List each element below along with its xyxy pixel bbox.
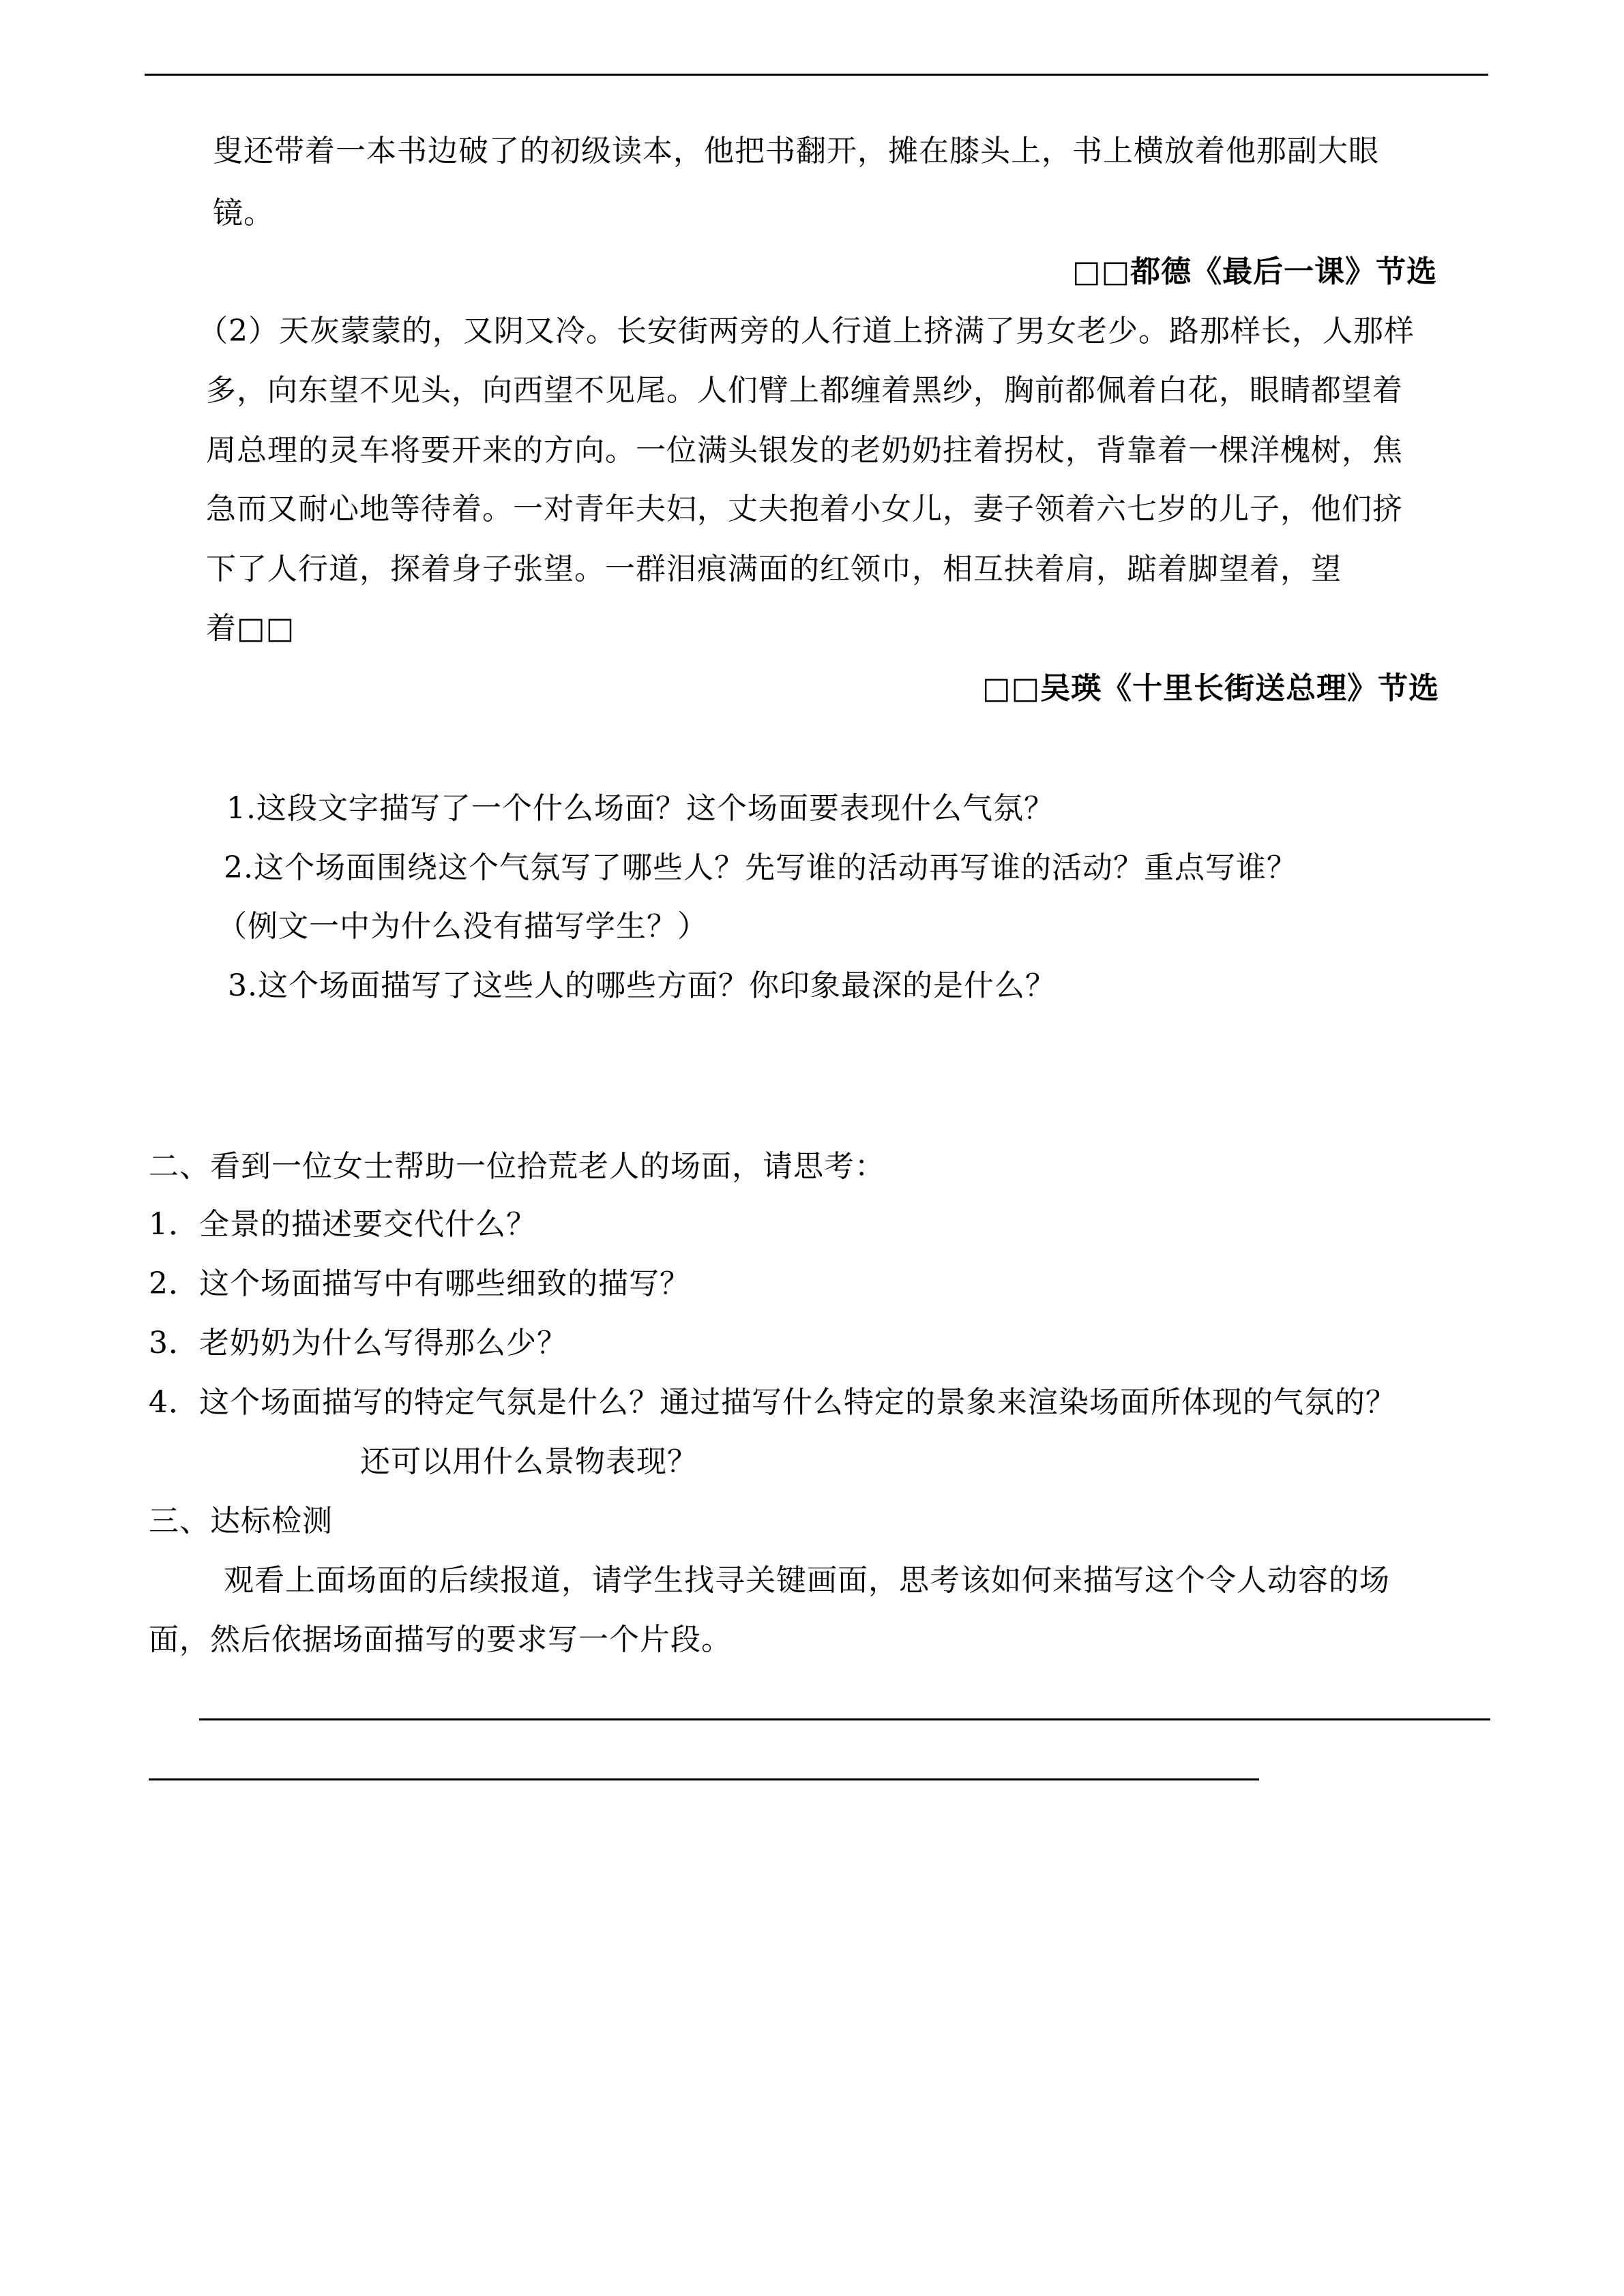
section3-line2: 面，然后依据场面描写的要求写一个片段。	[149, 1622, 732, 1657]
section2-question-1: 1．全景的描述要交代什么？	[149, 1207, 537, 1242]
question-1: 1.这段文字描写了一个什么场面？这个场面要表现什么气氛？	[226, 791, 1054, 826]
passage2-line4: 急而又耐心地等待着。一对青年夫妇，丈夫抱着小女儿，妻子领着六七岁的儿子，他们挤	[206, 492, 1403, 526]
passage2-line2: 多，向东望不见头，向西望不见尾。人们臂上都缠着黑纱，胸前都佩着白花，眼睛都望着	[206, 373, 1403, 408]
passage2-line6: 着□□	[206, 611, 295, 646]
section2-question-2: 2．这个场面描写中有哪些细致的描写？	[149, 1266, 690, 1301]
section2-question-4-continued: 还可以用什么景物表现？	[360, 1444, 698, 1479]
passage2-line5: 下了人行道，探着身子张望。一群泪痕满面的红领巾，相互扶着肩，踮着脚望着，望	[206, 552, 1342, 586]
answer-line-2	[149, 1778, 1259, 1780]
section3-line1: 观看上面场面的后续报道，请学生找寻关键画面，思考该如何来描写这个令人动容的场	[224, 1563, 1390, 1598]
section2-question-3: 3．老奶奶为什么写得那么少？	[149, 1326, 567, 1360]
passage1-attribution: □□都德《最后一课》节选	[1072, 254, 1438, 289]
passage2-attribution: □□吴瑛《十里长街送总理》节选	[982, 671, 1440, 706]
passage1-line2: 镜。	[213, 196, 274, 230]
section2-heading: 二、看到一位女士帮助一位拾荒老人的场面，请思考：	[149, 1149, 885, 1184]
section3-heading: 三、达标检测	[149, 1504, 333, 1538]
section2-question-4: 4．这个场面描写的特定气氛是什么？通过描写什么特定的景象来渲染场面所体现的气氛的？	[149, 1385, 1396, 1420]
answer-line-1	[199, 1718, 1490, 1720]
question-2-note: （例文一中为什么没有描写学生？）	[217, 909, 708, 944]
passage2-line3: 周总理的灵车将要开来的方向。一位满头银发的老奶奶拄着拐杖，背靠着一棵洋槐树，焦	[206, 433, 1403, 468]
question-3: 3.这个场面描写了这些人的哪些方面？你印象最深的是什么？	[228, 968, 1056, 1003]
passage1-line1: 叟还带着一本书边破了的初级读本，他把书翻开，摊在膝头上，书上横放着他那副大眼	[213, 134, 1379, 168]
passage2-line1: （2）天灰蒙蒙的，又阴又冷。长安街两旁的人行道上挤满了男女老少。路那样长，人那样	[198, 314, 1415, 348]
top-rule	[145, 74, 1488, 76]
question-2: 2.这个场面围绕这个气氛写了哪些人？先写谁的活动再写谁的活动？重点写谁？	[224, 850, 1297, 885]
